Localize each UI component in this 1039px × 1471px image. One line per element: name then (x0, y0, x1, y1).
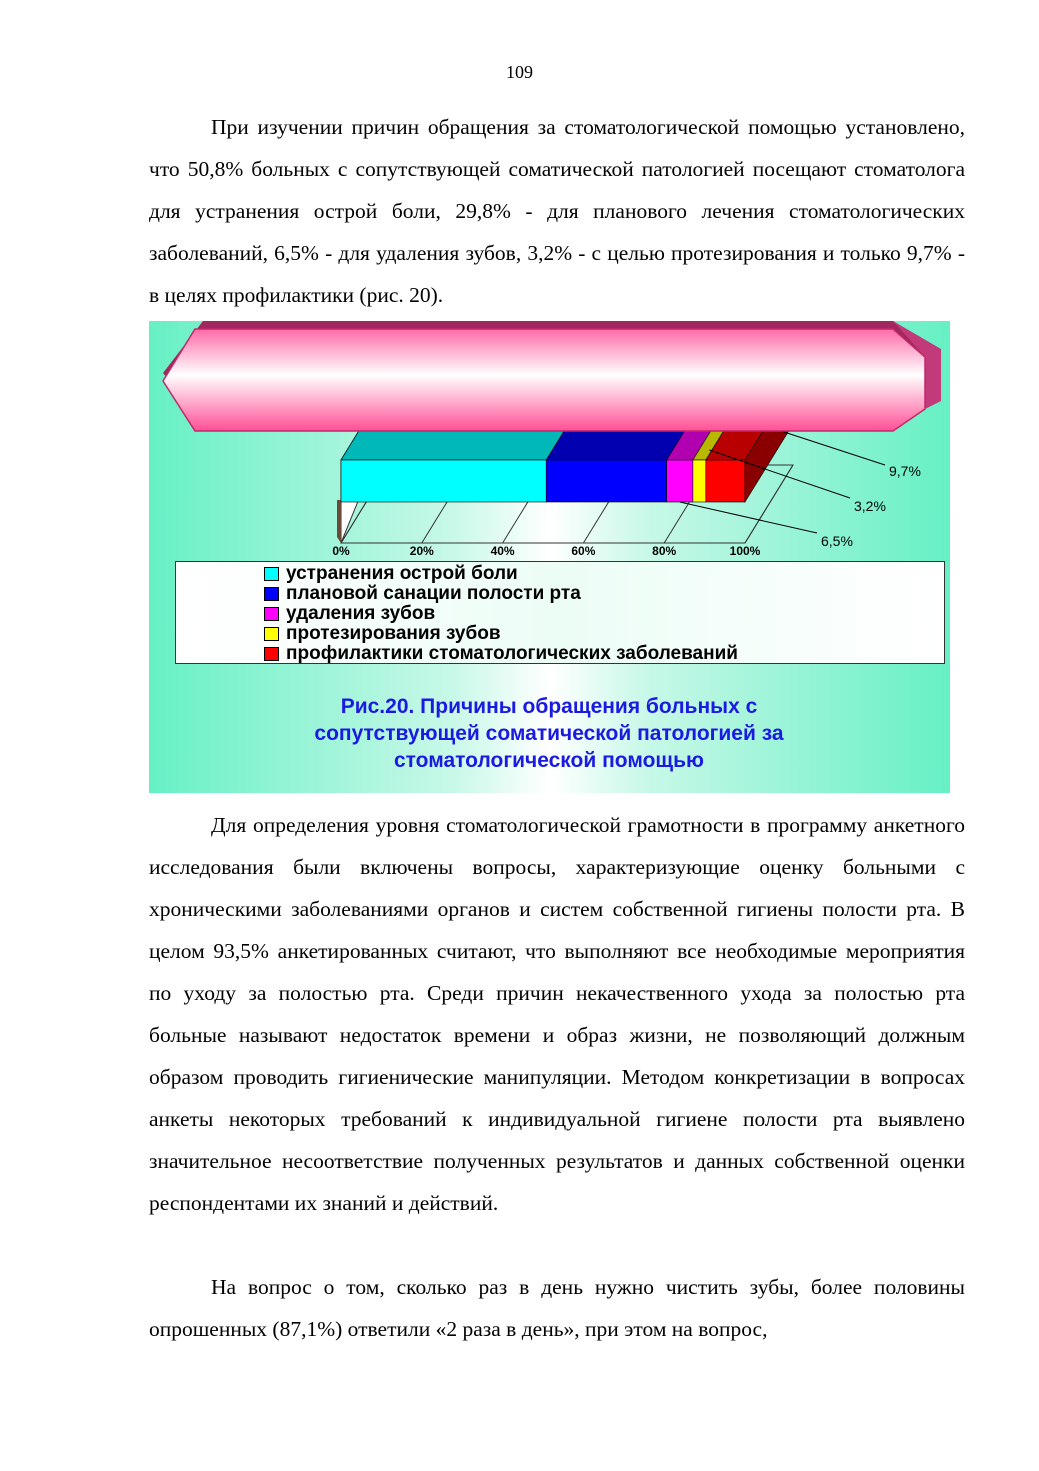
legend-label: удаления зубов (286, 603, 436, 624)
caption-banner (149, 321, 950, 436)
left-wall-edge (337, 500, 341, 543)
paragraph-3 (149, 1266, 965, 1350)
data-label-2: 6,5% (821, 533, 853, 549)
legend-swatch (264, 607, 279, 621)
legend-swatch (264, 627, 279, 641)
x-tick-label: 0% (332, 544, 350, 558)
page-number: 109 (506, 62, 533, 82)
legend-label: протезирования зубов (286, 623, 501, 644)
bar-segment-4 (706, 460, 745, 502)
x-tick-label: 80% (652, 544, 677, 558)
legend-item-0 (264, 564, 518, 584)
bar-segment-0 (341, 460, 546, 502)
caption-line-3: стоматологической помощью (394, 749, 704, 772)
legend-item-2 (264, 604, 435, 624)
caption-line-2: сопутствующей соматической патологией за (314, 722, 784, 745)
bar-segment-1 (546, 460, 666, 502)
legend-swatch (264, 647, 279, 661)
caption-line-1: Рис.20. Причины обращения больных с (340, 695, 758, 718)
x-tick-label: 100% (729, 544, 761, 558)
legend-label: плановой санации полости рта (286, 583, 581, 604)
figure-caption (179, 693, 919, 774)
figure-20 (149, 321, 950, 793)
x-tick-label: 40% (490, 544, 515, 558)
paragraph-1 (149, 106, 965, 316)
bar-segment-3 (693, 460, 706, 502)
x-tick-label: 20% (409, 544, 434, 558)
legend-swatch (264, 567, 279, 581)
legend-label: устранения острой боли (286, 563, 518, 584)
bar-segment-2 (667, 460, 693, 502)
legend-item-4 (264, 644, 738, 664)
legend-item-1 (264, 584, 581, 604)
data-label-3: 3,2% (854, 498, 886, 514)
legend-item-3 (264, 624, 501, 644)
callout-line-2 (680, 502, 817, 533)
paragraph-3-text: На вопрос о том, сколько раз в день нужно чистить зубы, более половины опрошенных (87,1%) ответили «2 раза в день», при этом на вопрос, (149, 1275, 965, 1341)
legend-label: профилактики стоматологических заболеваний (286, 643, 738, 664)
paragraph-2 (149, 804, 965, 1224)
x-tick-label: 60% (571, 544, 596, 558)
paragraph-1-text: При изучении причин обращения за стоматологической помощью установлено, что 50,8% больных с сопутствующей соматической патологией посещают стоматолога для устранения острой боли, 29,8% - для планового лечения стоматологических заболеваний, 6,5% - для удаления зубов, 3,2% - с целью протезирования и только 9,7% - в целях профилактики (рис. 20). (149, 115, 965, 307)
chart-legend (175, 561, 945, 664)
legend-swatch (264, 587, 279, 601)
paragraph-2-text: Для определения уровня стоматологической грамотности в программу анкетного исследования были включены вопросы, характеризующие оценку больными с хроническими заболеваниями органов и систем собственной гигиены полости рта. В целом 93,5% анкетированных считают, что выполняют все необходимые мероприятия по уходу за полостью рта. Среди причин некачественного ухода за полостью рта больные называют недостаток времени и образ жизни, не позволяющий должным образом проводить гигиенические манипуляции. Методом конкретизации в вопросах анкеты некоторых требований к индивидуальной гигиене полости рта выявлено значительное несоответствие полученных результатов и данных собственной оценки респондентами их знаний и действий. (149, 813, 965, 1215)
data-label-4: 9,7% (889, 463, 921, 479)
